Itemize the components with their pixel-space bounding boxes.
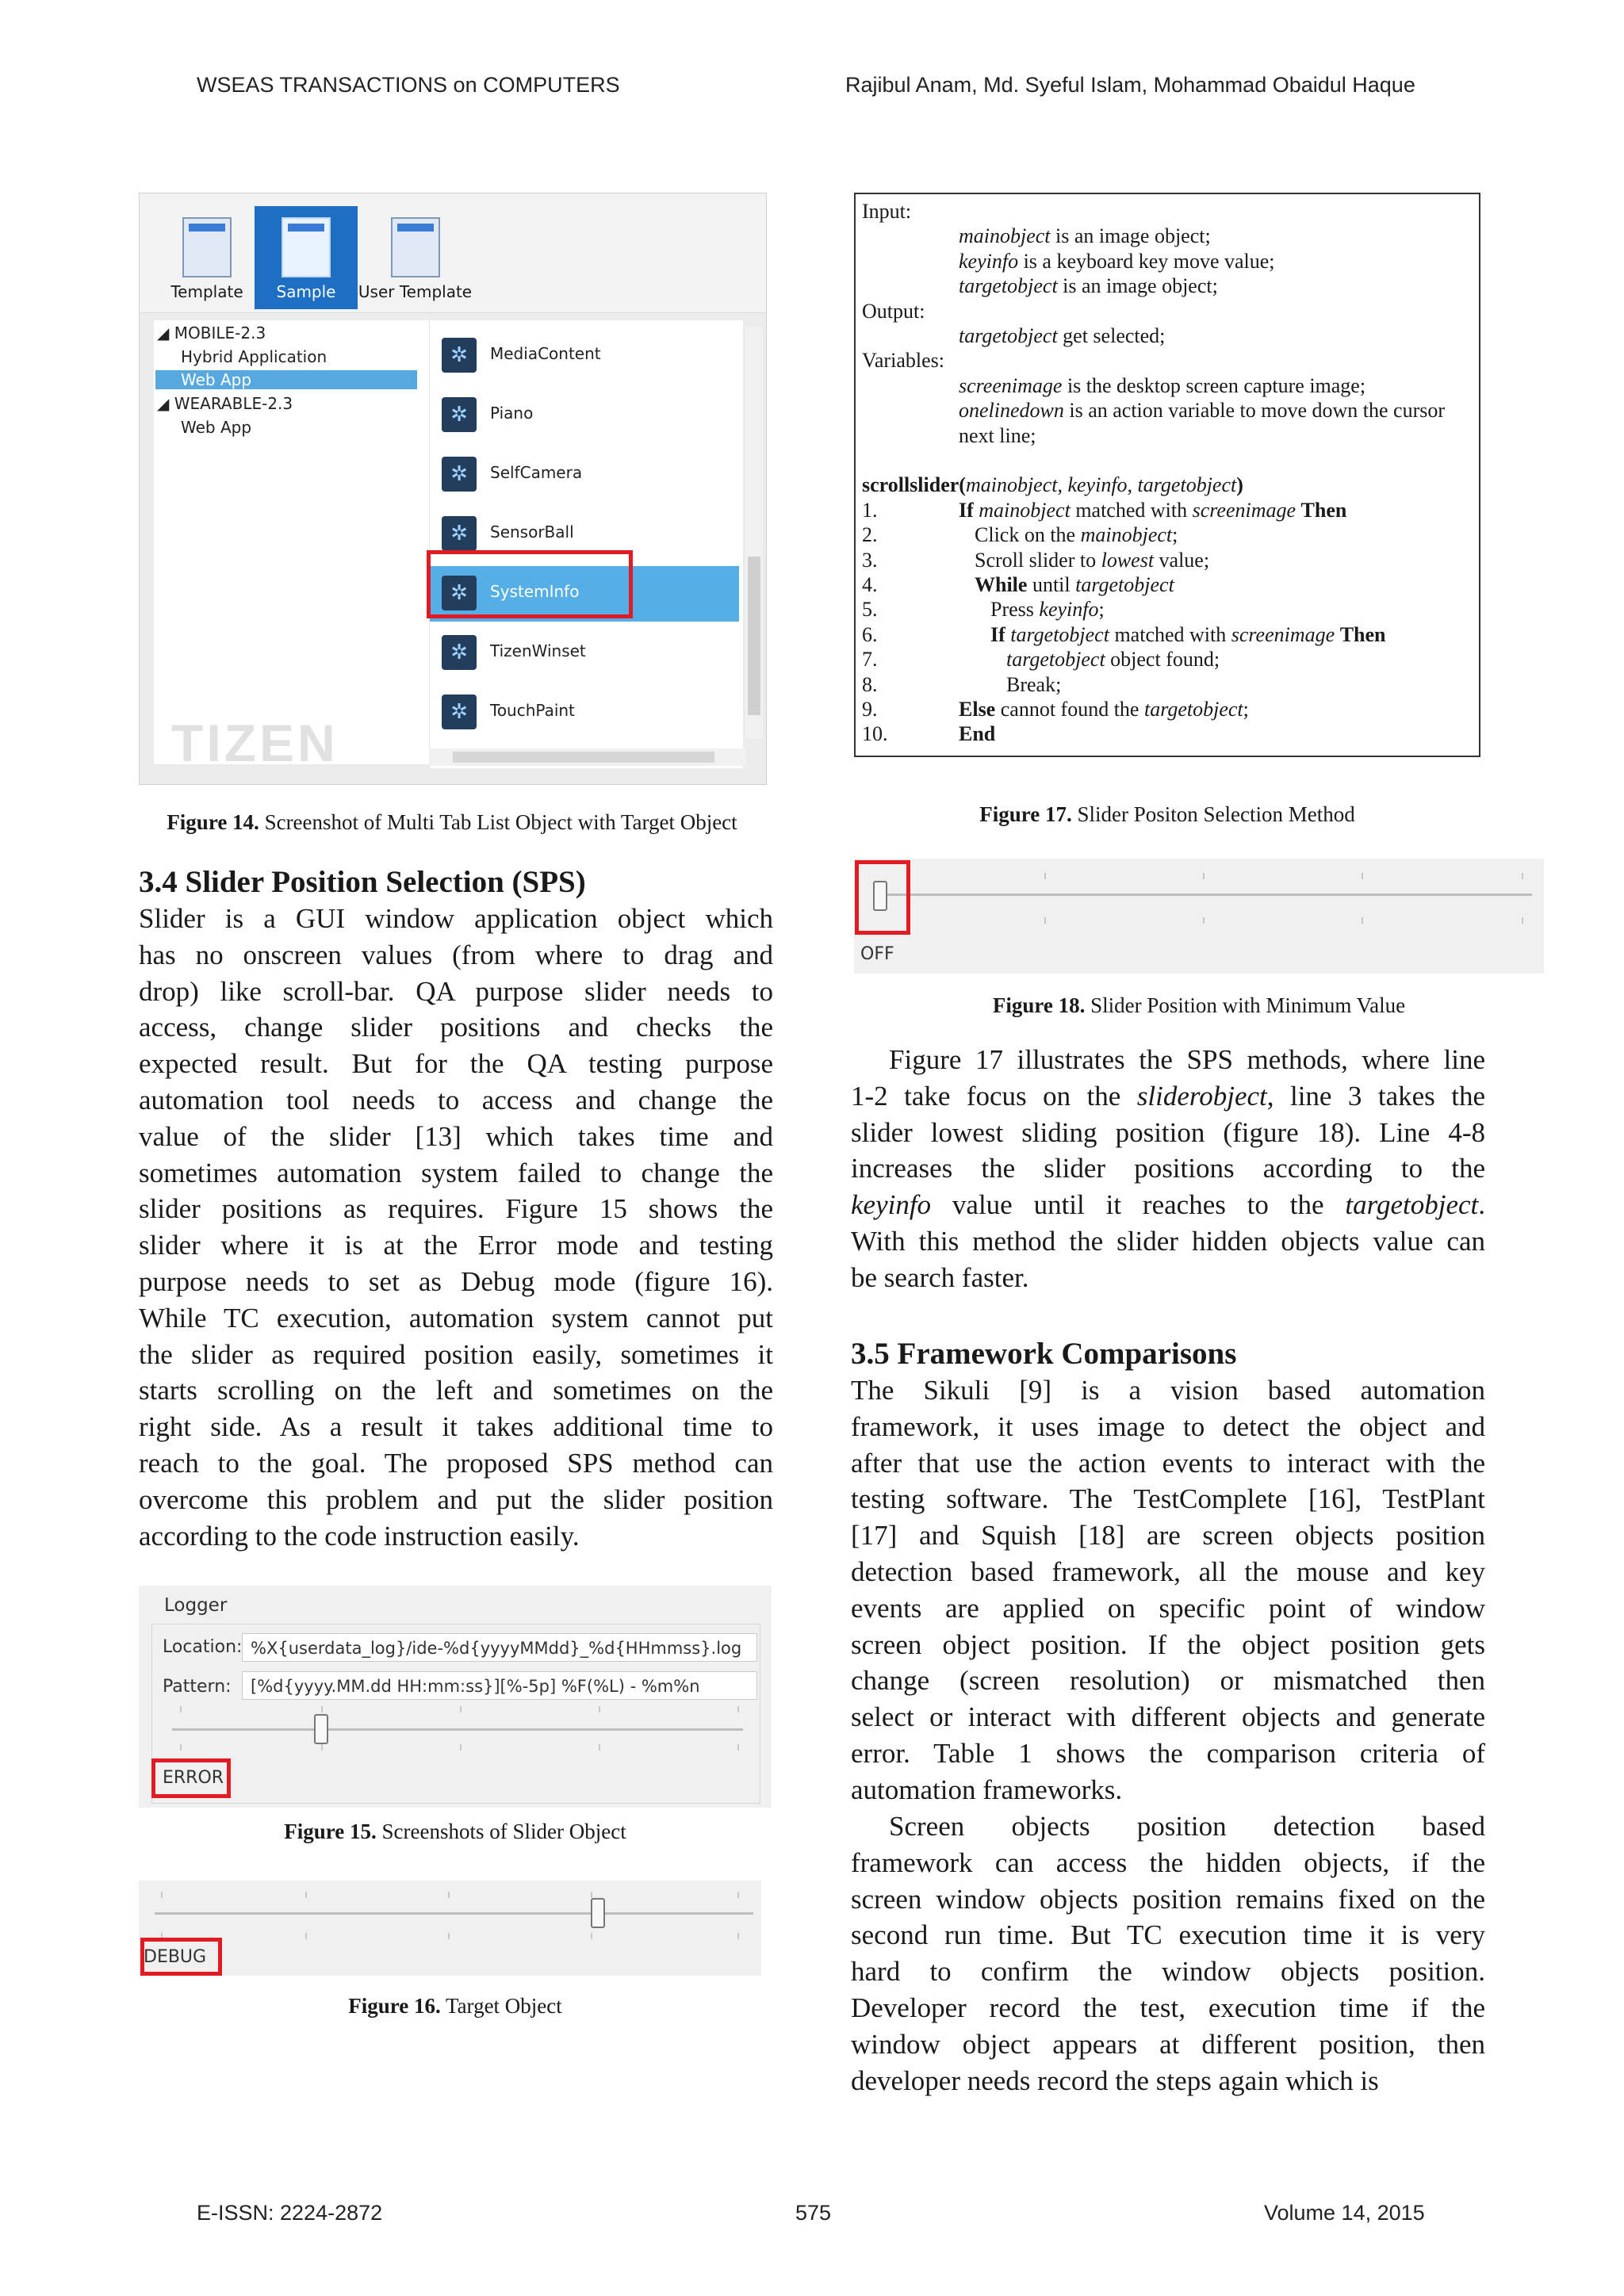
section-3-5-p2-line: Developer record the test, execution time if the (851, 1992, 1485, 2023)
list-vertical-scrollbar[interactable] (745, 327, 763, 739)
section-3-4-line: Slider is a GUI window application object which (139, 903, 773, 934)
figure-17-explanation (851, 1042, 1485, 1296)
section-3-5-p1-line: events are applied on specific point of window (851, 1592, 1485, 1624)
code-line: screenimage is the desktop screen capture image; (959, 373, 1366, 397)
code-line: Click on the mainobject; (975, 523, 1178, 547)
section-3-4-title: 3.4 Slider Position Selection (SPS) (139, 865, 586, 899)
project-tree (154, 320, 431, 764)
section-3-4-line: right side. As a result it takes additional time to (139, 1411, 773, 1443)
code-line: Variables: (862, 349, 944, 373)
section-3-4-line: drop) like scroll-bar. QA purpose slider needs to (139, 975, 773, 1007)
slider-track (172, 1728, 743, 1731)
figure-15-caption: Figure 15. Screenshots of Slider Object (284, 1820, 626, 1843)
code-line: Else cannot found the targetobject; (959, 698, 1249, 721)
authors-header: Rajibul Anam, Md. Syeful Islam, Mohammad Obaidul Haque (845, 73, 1415, 97)
figure-16-caption: Figure 16. Target Object (348, 1994, 562, 2018)
tree-item-web-app-selected[interactable]: Web App (155, 370, 417, 389)
section-3-4-line: sometimes automation system failed to change the (139, 1157, 773, 1188)
code-line: onelinedown is an action variable to move down the cursor (959, 399, 1446, 423)
section-3-5-p2-line: hard to confirm the window objects position. (851, 1956, 1485, 1988)
list-horizontal-scrollbar[interactable] (429, 748, 746, 766)
section-3-5-p1-line: change (screen resolution) or mismatched then (851, 1665, 1485, 1697)
section-3-5-p1-line: framework, it uses image to detect the object and (851, 1410, 1485, 1442)
figure-17-explanation-line: Figure 17 illustrates the SPS methods, where line (889, 1044, 1485, 1075)
figure-17-explanation-line: 1-2 take focus on the sliderobject, line 3 takes the (851, 1080, 1485, 1112)
figure-17-explanation-line: With this method the slider hidden objects value can (851, 1225, 1485, 1257)
tab-label: Sample (276, 282, 336, 301)
tizen-app-icon: ✲ (442, 516, 477, 551)
code-line: Input: (862, 200, 912, 223)
code-line-number: 3. (862, 548, 878, 572)
slider-track (155, 1912, 753, 1915)
section-3-4-line: automation tool needs to access and change the (139, 1084, 773, 1115)
footer-page-number: 575 (795, 2201, 832, 2225)
code-line: mainobject is an image object; (959, 224, 1211, 248)
code-line: targetobject is an image object; (959, 274, 1218, 298)
section-3-5-paragraph-1 (851, 1372, 1485, 1808)
code-line-number: 10. (862, 722, 888, 746)
scrollbar-thumb[interactable] (748, 557, 760, 715)
figure-17-caption: Figure 17. Slider Positon Selection Method (979, 802, 1355, 826)
tizen-app-icon: ✲ (442, 635, 477, 670)
section-3-5-p1-line: after that use the action events to interact with the (851, 1447, 1485, 1479)
code-line-number: 1. (862, 498, 878, 522)
tab-label: User Template (358, 282, 473, 301)
code-line-number: 7. (862, 648, 878, 672)
section-3-4-line: access, change slider positions and checks the (139, 1012, 773, 1043)
tree-item-web-app[interactable]: Web App (181, 418, 252, 437)
section-3-5-p1-line: error. Table 1 shows the comparison criteria of (851, 1737, 1485, 1769)
footer-volume: Volume 14, 2015 (1264, 2201, 1425, 2225)
section-3-4-line: the slider as required position easily, sometimes it (139, 1338, 773, 1370)
code-line: Output: (862, 299, 925, 323)
code-line: Break; (1006, 672, 1062, 696)
sample-icon (282, 217, 331, 277)
section-3-5-paragraph-2 (851, 1808, 1485, 2099)
figure-14-caption: Figure 14. Screenshot of Multi Tab List Object with Target Object (167, 810, 737, 834)
section-3-5-p2-line: developer needs record the steps again which is (851, 2064, 1379, 2096)
code-line-number: 5. (862, 598, 878, 622)
section-3-5-p1-line: testing software. The TestComplete [16], TestPlant (851, 1483, 1485, 1515)
list-item[interactable]: ✲ TizenWinset (430, 626, 739, 681)
list-item[interactable]: ✲ SelfCamera (430, 447, 739, 503)
section-3-5-p1-line: automation frameworks. (851, 1774, 1123, 1805)
section-3-4-line: overcome this problem and put the slider position (139, 1483, 773, 1515)
list-item[interactable]: ✲ TouchPaint (430, 685, 739, 740)
section-3-5-p1-line: detection based framework, all the mouse and key (851, 1556, 1485, 1587)
section-3-4-line: slider where it is at the Error mode and testing (139, 1230, 773, 1261)
tree-item-wearable[interactable]: ◢ WEARABLE-2.3 (157, 394, 293, 413)
tree-item-mobile[interactable]: ◢ MOBILE-2.3 (157, 323, 266, 342)
section-3-5-p2-line: Screen objects position detection based (889, 1811, 1485, 1842)
figure-14-screenshot (139, 193, 767, 785)
section-3-4-line: according to the code instruction easily. (139, 1520, 580, 1552)
template-icon (182, 217, 232, 277)
list-item[interactable]: ✲ SensorBall (430, 507, 739, 562)
section-3-5-title: 3.5 Framework Comparisons (851, 1337, 1237, 1371)
code-line-number: 2. (862, 523, 878, 547)
section-3-4-line: expected result. But for the QA testing purpose (139, 1048, 773, 1080)
code-line: If targetobject matched with screenimage Then (990, 622, 1386, 646)
tizen-app-icon: ✲ (442, 695, 477, 729)
tizen-app-icon: ✲ (442, 397, 477, 432)
code-line: keyinfo is a keyboard key move value; (959, 249, 1275, 273)
tizen-app-icon: ✲ (442, 338, 477, 373)
code-line-number: 4. (862, 573, 878, 596)
figure-17-explanation-line: increases the slider positions according to the (851, 1153, 1485, 1184)
code-line: scrollslider(mainobject, keyinfo, targetobject) (862, 473, 1243, 497)
footer-issn: E-ISSN: 2224-2872 (197, 2201, 383, 2225)
code-line: Scroll slider to lowest value; (975, 548, 1210, 572)
list-item-selected[interactable]: ✲ SystemInfo (430, 566, 739, 622)
list-item[interactable]: ✲ Piano (430, 388, 739, 443)
target-highlight-box (427, 550, 633, 618)
section-3-5-p1-line: screen object position. If the object position gets (851, 1628, 1485, 1660)
slider-track (886, 894, 1532, 896)
section-3-4-line: reach to the goal. The proposed SPS method can (139, 1447, 773, 1479)
figure-16-slider (139, 1881, 761, 1976)
code-line-number: 6. (862, 622, 878, 646)
code-line: Press keyinfo; (990, 598, 1105, 622)
section-3-4-line: has no onscreen values (from where to drag and (139, 939, 773, 970)
slider-highlight-box (855, 860, 910, 935)
code-line: If mainobject matched with screenimage Then (959, 498, 1347, 522)
tree-item-hybrid[interactable]: Hybrid Application (181, 347, 327, 366)
section-3-4-line: value of the slider [13] which takes time and (139, 1120, 773, 1152)
code-line: End (959, 722, 996, 746)
figure-17-explanation-line: slider lowest sliding position (figure 18). Line 4-8 (851, 1116, 1485, 1148)
list-item[interactable]: ✲ MediaContent (430, 328, 739, 384)
tizen-app-icon: ✲ (442, 576, 477, 610)
code-line: While until targetobject (975, 573, 1174, 596)
location-field[interactable]: %X{userdata_log}/ide-%d{yyyyMMdd}_%d{HHmmss}.log (242, 1633, 757, 1662)
code-line: next line; (959, 423, 1036, 447)
slider-value-label: DEBUG (144, 1947, 207, 1967)
figure-15-logger-panel (139, 1586, 772, 1808)
scrollbar-thumb[interactable] (453, 752, 714, 763)
section-3-5-p2-line: window object appears at different position, then (851, 2028, 1485, 2060)
tab-sample[interactable] (255, 206, 358, 309)
tab-template[interactable] (155, 206, 259, 309)
figure-17-pseudocode (854, 193, 1480, 757)
code-line: targetobject get selected; (959, 324, 1166, 347)
tab-label: Template (170, 282, 243, 301)
section-3-5-p1-line: select or interact with different objects and generate (851, 1701, 1485, 1733)
section-3-4-line: starts scrolling on the left and sometimes on the (139, 1375, 773, 1406)
section-3-5-p2-line: second run time. But TC execution time it is very (851, 1919, 1485, 1951)
section-3-5-p2-line: screen window objects position remains fixed on the (851, 1883, 1485, 1915)
pattern-field[interactable]: [%d{yyyy.MM.dd HH:mm:ss}][%-5p] %F(%L) - %m%n (242, 1671, 757, 1700)
journal-header: WSEAS TRANSACTIONS on COMPUTERS (197, 73, 620, 97)
section-3-4-line: purpose needs to set as Debug mode (figure 16). (139, 1265, 773, 1297)
tab-user-template[interactable] (358, 206, 473, 309)
slider-value-label: OFF (860, 944, 894, 964)
figure-17-explanation-line: keyinfo value until it reaches to the targetobject. (851, 1189, 1485, 1221)
code-line-number: 8. (862, 672, 878, 696)
section-3-4-line: While TC execution, automation system cannot put (139, 1302, 773, 1334)
figure-17-explanation-line: be search faster. (851, 1261, 1029, 1293)
code-line-number: 9. (862, 698, 878, 721)
slider-thumb[interactable] (314, 1714, 328, 1744)
figure-18-slider (854, 859, 1544, 974)
template-bar (140, 193, 766, 313)
tizen-app-icon: ✲ (442, 457, 477, 492)
user-template-icon (391, 217, 440, 277)
pattern-label: Pattern: (163, 1677, 232, 1697)
figure-18-caption: Figure 18. Slider Position with Minimum Value (992, 993, 1406, 1017)
sample-list (429, 320, 743, 768)
logger-group-label: Logger (164, 1595, 228, 1616)
tizen-watermark: TIZEN (171, 714, 339, 772)
section-3-5-p2-line: framework can access the hidden objects, if the (851, 1846, 1485, 1878)
section-3-5-p1-line: The Sikuli [9] is a vision based automation (851, 1375, 1485, 1406)
location-label: Location: (163, 1637, 243, 1657)
section-3-5-p1-line: [17] and Squish [18] are screen objects position (851, 1520, 1485, 1552)
section-3-4-line: slider positions as requires. Figure 15 shows the (139, 1193, 773, 1225)
slider-thumb[interactable] (591, 1898, 605, 1928)
slider-value-label: ERROR (163, 1768, 224, 1788)
section-3-4-paragraph (139, 901, 773, 1554)
code-line: targetobject object found; (1006, 648, 1220, 672)
